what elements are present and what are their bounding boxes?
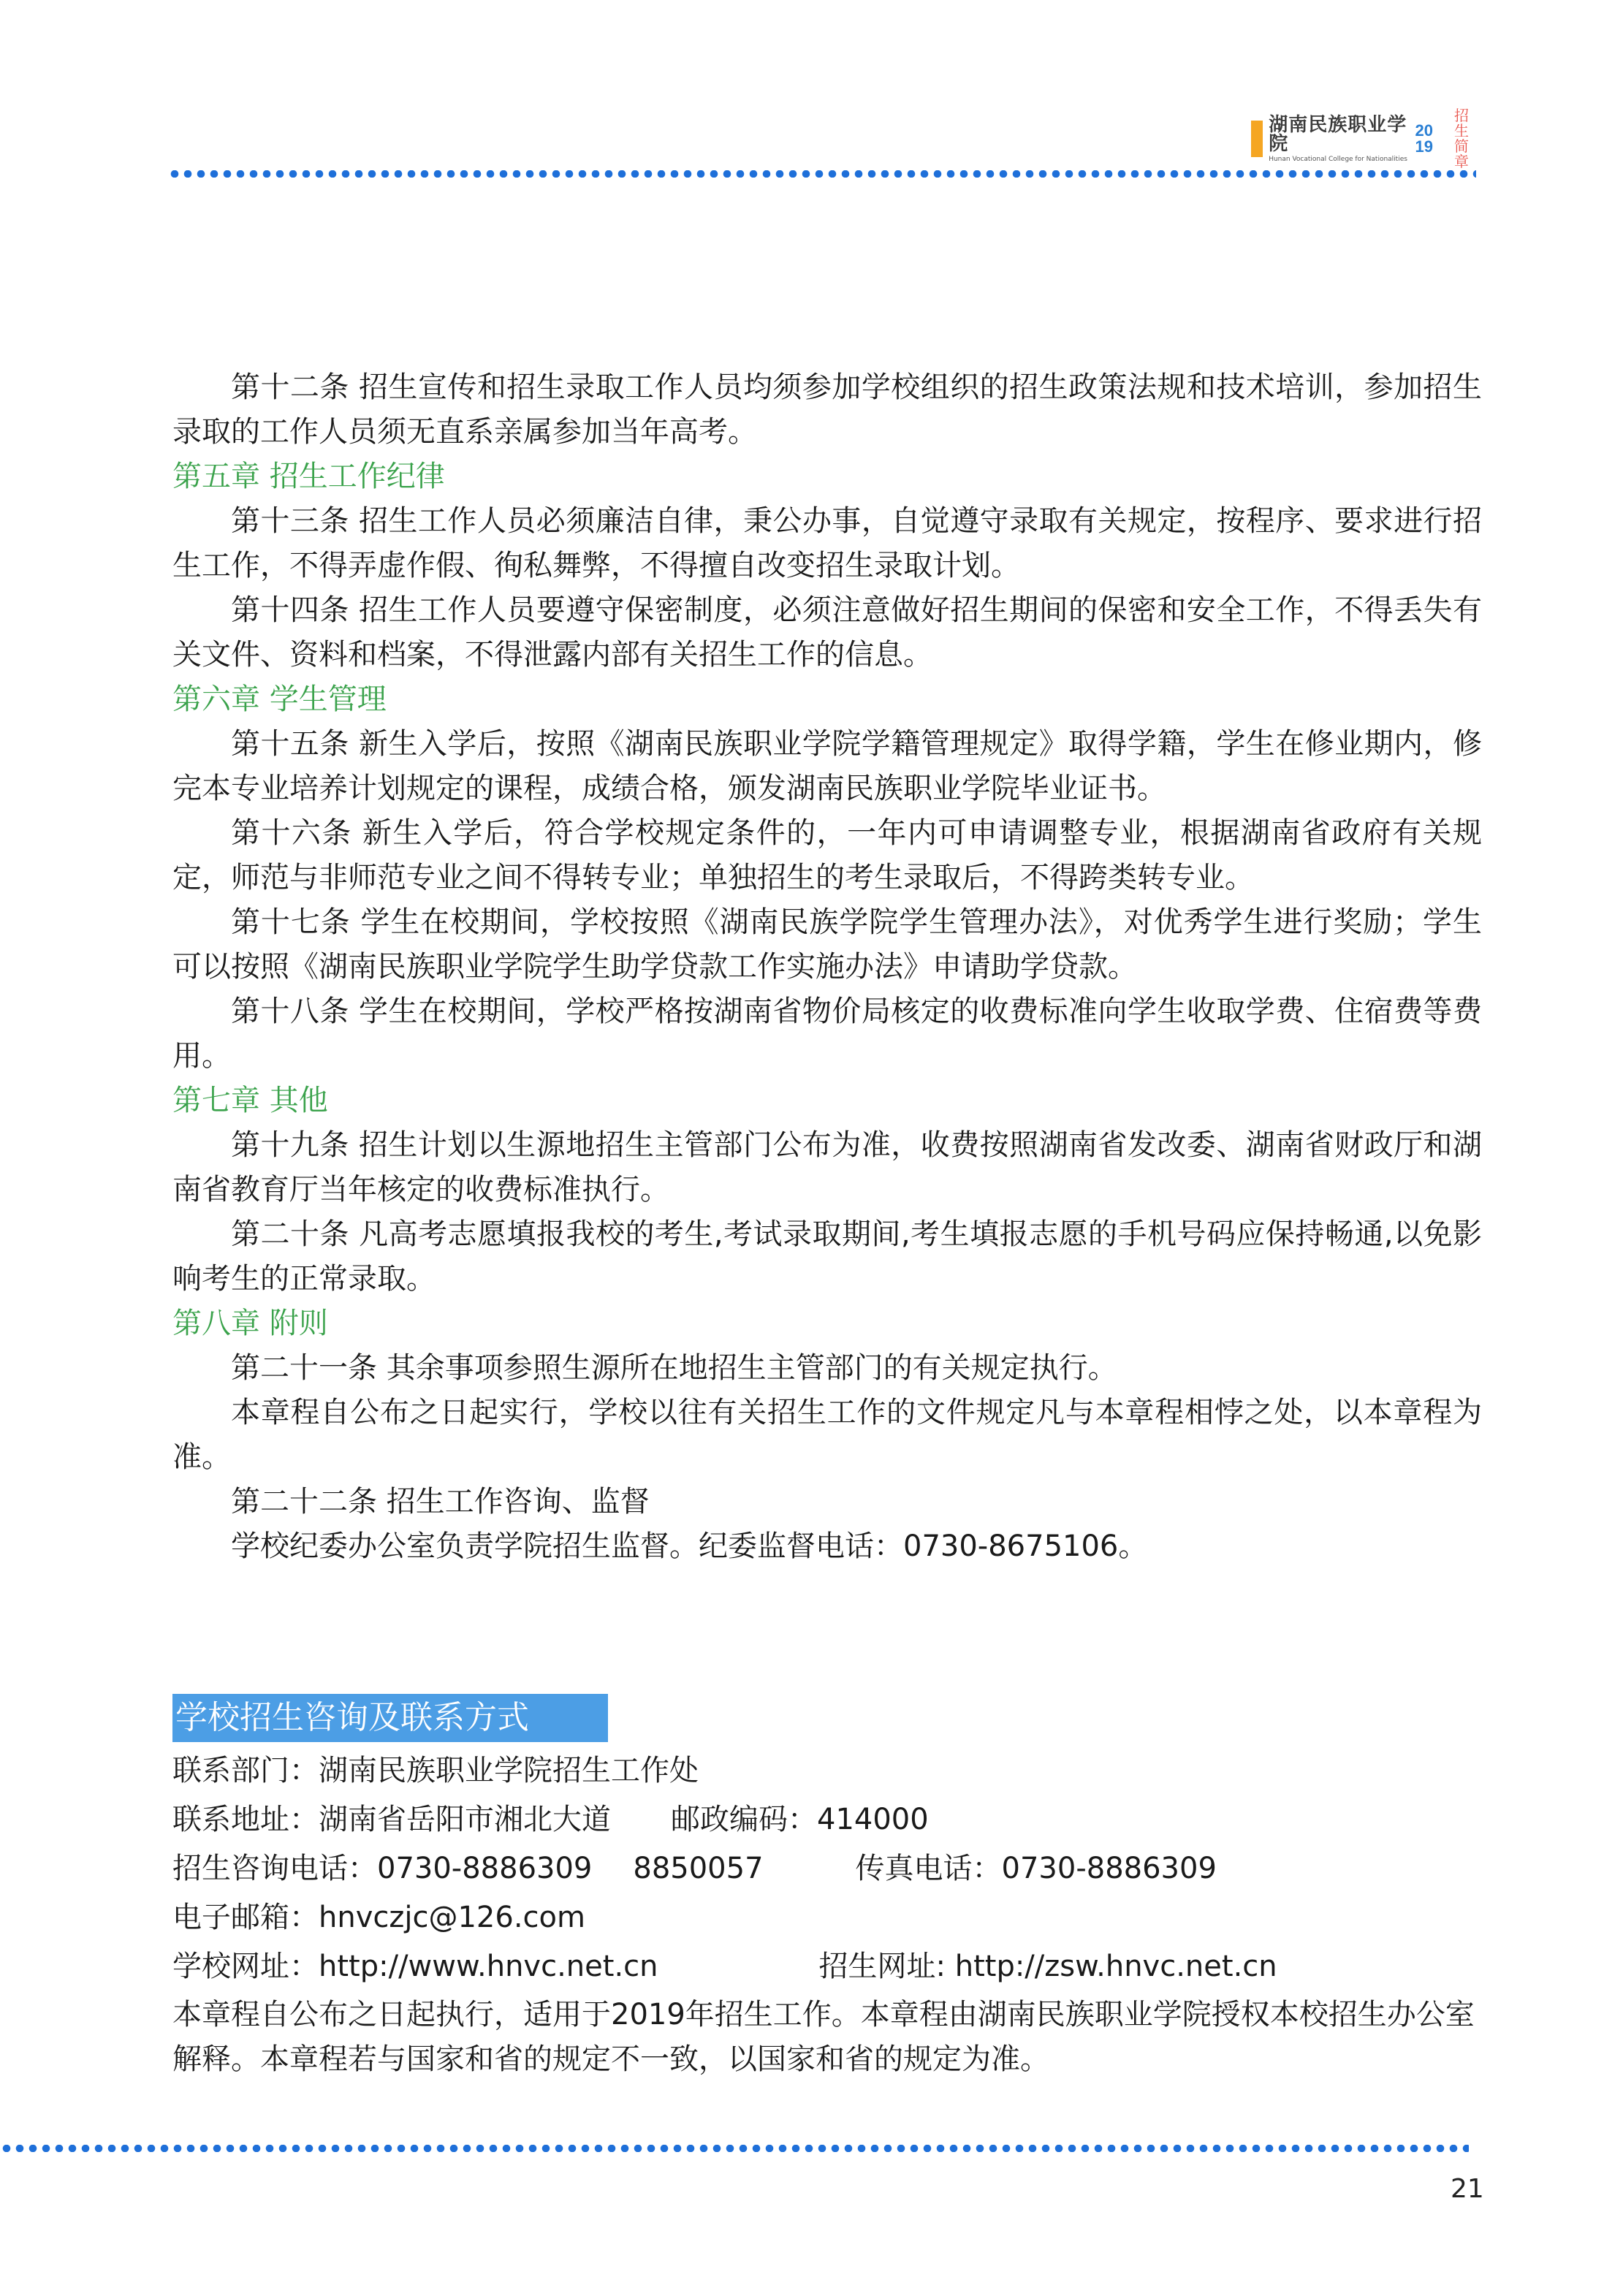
article-paragraph: 第十七条 学生在校期间，学校按照《湖南民族学院学生管理办法》，对优秀学生进行奖励；学生可以按照《湖南民族职业学院学生助学贷款工作实施办法》申请助学贷款。 [172,905,1482,984]
chapter-heading: 第六章 学生管理 [172,683,387,716]
address-label: 联系地址： [172,1803,319,1836]
charter-note: 本章程自公布之日起执行，适用于2019年招生工作。本章程由湖南民族职业学院授权本校招生办公室解释。本章程若与国家和省的规定不一致，以国家和省的规定为准。 [172,1998,1475,2076]
contact-address-row [172,1795,1482,1844]
email-label: 电子邮箱： [172,1901,319,1934]
website-link[interactable]: http://www.hnvc.net.cn [319,1950,658,1983]
college-logo [1251,107,1481,170]
article-paragraph: 第十六条 新生入学后，符合学校规定条件的，一年内可申请调整专业，根据湖南省政府有关规定，师范与非师范专业之间不得转专业；单独招生的考生录取后，不得跨类转专业。 [172,816,1482,894]
postcode-value: 414000 [817,1803,929,1836]
article-paragraph: 第二十一条 其余事项参照生源所在地招生主管部门的有关规定执行。 [231,1351,1117,1385]
logo-text [1269,115,1410,163]
page-number: 21 [1451,2174,1484,2204]
logo-english-name: Hunan Vocational College for Nationalities [1269,155,1407,163]
logo-tag [1454,108,1481,170]
fax-value: 0730-8886309 [1001,1852,1217,1885]
logo-year: 20 19 [1415,121,1433,156]
article-paragraph: 第十九条 招生计划以生源地招生主管部门公布为准，收费按照湖南省发改委、湖南省财政厅和湖南省教育厅当年核定的收费标准执行。 [172,1128,1482,1206]
contact-section-banner: 学校招生咨询及联系方式 [172,1694,608,1742]
article-paragraph: 学校纪委办公室负责学院招生监督。纪委监督电话：0730-8675106。 [231,1529,1148,1563]
chapter-heading: 第五章 招生工作纪律 [172,460,445,493]
phone-value-1: 0730-8886309 [377,1852,593,1885]
article-paragraph: 第二十条 凡高考志愿填报我校的考生,考试录取期间,考生填报志愿的手机号码应保持畅通,以免影响考生的正常录取。 [172,1217,1482,1296]
article-paragraph: 第十五条 新生入学后，按照《湖南民族职业学院学籍管理规定》取得学籍，学生在修业期内，修完本专业培养计划规定的课程，成绩合格，颁发湖南民族职业学院毕业证书。 [172,727,1482,805]
chapter-heading: 第八章 附则 [172,1307,328,1340]
contact-email-row [172,1893,1482,1942]
top-dotted-divider [168,170,1476,178]
admission-site-label: 招生网址: [818,1950,955,1983]
logo-accent-bar [1251,121,1263,157]
article-paragraph: 第十四条 招生工作人员要遵守保密制度，必须注意做好招生期间的保密和安全工作，不得丢失有关文件、资料和档案，不得泄露内部有关招生工作的信息。 [172,593,1482,672]
department-value: 湖南民族职业学院招生工作处 [319,1754,699,1787]
article-paragraph: 第十三条 招生工作人员必须廉洁自律，秉公办事，自觉遵守录取有关规定，按程序、要求进行招生工作，不得弄虚作假、徇私舞弊，不得擅自改变招生录取计划。 [172,504,1482,582]
chapter-heading: 第七章 其他 [172,1084,328,1117]
address-value: 湖南省岳阳市湘北大道 [319,1803,611,1836]
contact-department-row [172,1746,1482,1795]
fax-label: 传真电话： [855,1852,1002,1885]
phone-value-2: 8850057 [633,1852,764,1885]
admission-site-link[interactable]: http://zsw.hnvc.net.cn [954,1950,1277,1983]
logo-tag-line-1: 招生 [1454,107,1470,140]
logo-chinese-name: 湖南民族职业学院 [1269,113,1407,155]
article-paragraph: 本章程自公布之日起实行，学校以往有关招生工作的文件规定凡与本章程相悖之处，以本章程为准。 [172,1396,1482,1474]
website-label: 学校网址： [172,1950,319,1983]
article-paragraph: 第十二条 招生宣传和招生录取工作人员均须参加学校组织的招生政策法规和技术培训，参加招生录取的工作人员须无直系亲属参加当年高考。 [172,370,1482,449]
article-paragraph: 第二十二条 招生工作咨询、监督 [231,1485,650,1518]
email-link[interactable]: hnvczjc@126.com [319,1901,585,1934]
department-label: 联系部门： [172,1754,319,1787]
postcode-label: 邮政编码： [671,1803,817,1836]
article-paragraph: 第十八条 学生在校期间，学校严格按湖南省物价局核定的收费标准向学生收取学费、住宿费等费用。 [172,995,1482,1073]
contact-info [172,1746,1482,2082]
bottom-dotted-divider [0,2145,1469,2152]
logo-tag-line-2: 简章 [1454,137,1470,170]
contact-website-row [172,1942,1482,1991]
main-content [172,365,1482,1569]
phone-label: 招生咨询电话： [172,1852,377,1885]
contact-phone-row [172,1844,1482,1893]
